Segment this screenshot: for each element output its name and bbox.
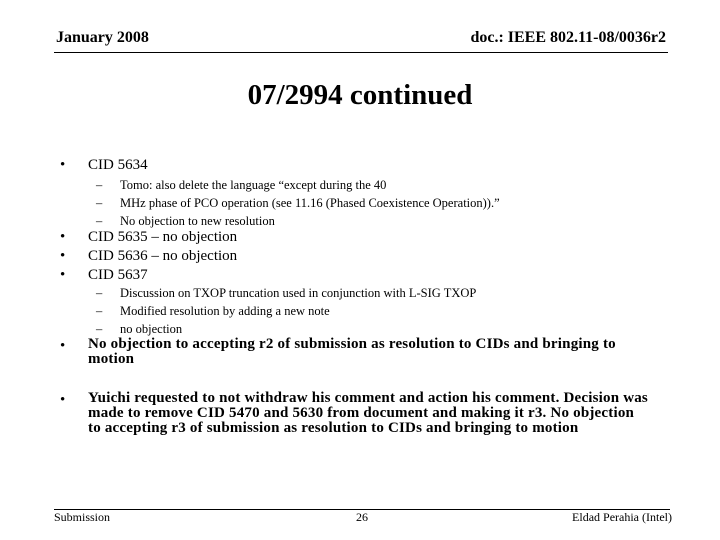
bullet-text: No objection to accepting r2 of submission as resolution to CIDs and bringing to motion [88, 336, 616, 367]
sub-bullet [0, 302, 720, 320]
dash-glyph: – [96, 178, 103, 192]
bullet-text: CID 5635 – no objection [88, 229, 238, 245]
sub-bullet-text: no objection [120, 322, 183, 336]
bullet-cid-5634 [0, 156, 720, 175]
dash-glyph: – [96, 196, 103, 210]
bullet-cid-5635 [0, 228, 720, 247]
sub-bullet [0, 194, 720, 212]
header-doc-id: doc.: IEEE 802.11-08/0036r2 [470, 29, 666, 46]
header-divider [54, 52, 668, 53]
footer-submission: Submission [54, 510, 111, 524]
bullet-text: CID 5634 [88, 157, 148, 173]
dash-glyph: – [96, 304, 103, 318]
bullet-glyph: • [60, 229, 66, 245]
sub-bullet-text: Discussion on TXOP truncation used in conjunction with L-SIG TXOP [120, 286, 477, 300]
sub-bullet-text: Tomo: also delete the language “except during the 40 [120, 178, 387, 192]
bullet-accept-r2 [0, 337, 720, 377]
bullet-text: Yuichi requested to not withdraw his comment and action his comment. Decision was made to remove CID 5470 and 5630 from document and making it r3. No objection to accepting r3 of submission as resolution to CIDs and bringing to motion [88, 390, 648, 436]
sub-bullet-text: No objection to new resolution [120, 214, 275, 228]
sub-bullet-text: MHz phase of PCO operation (see 11.16 (Phased Coexistence Operation)).” [120, 196, 500, 210]
page-number: 26 [356, 510, 368, 524]
bullet-glyph: • [60, 248, 66, 264]
bullet-glyph: • [60, 392, 66, 408]
bullet-text: CID 5636 – no objection [88, 248, 238, 264]
footer-author: Eldad Perahia (Intel) [572, 510, 672, 524]
bullet-glyph: • [60, 157, 66, 173]
dash-glyph: – [96, 214, 103, 228]
bullet-text: CID 5637 [88, 267, 148, 283]
bullet-cid-5637 [0, 266, 720, 285]
sub-bullet [0, 176, 720, 194]
sub-bullet-text: Modified resolution by adding a new note [120, 304, 330, 318]
bullet-yuichi-request [0, 391, 720, 455]
header-date: January 2008 [56, 29, 149, 46]
dash-glyph: – [96, 286, 103, 300]
dash-glyph: – [96, 322, 103, 336]
bullet-glyph: • [60, 267, 66, 283]
sub-bullet [0, 284, 720, 302]
slide-title: 07/2994 continued [247, 79, 473, 111]
bullet-glyph: • [60, 338, 66, 354]
bullet-cid-5636 [0, 247, 720, 266]
